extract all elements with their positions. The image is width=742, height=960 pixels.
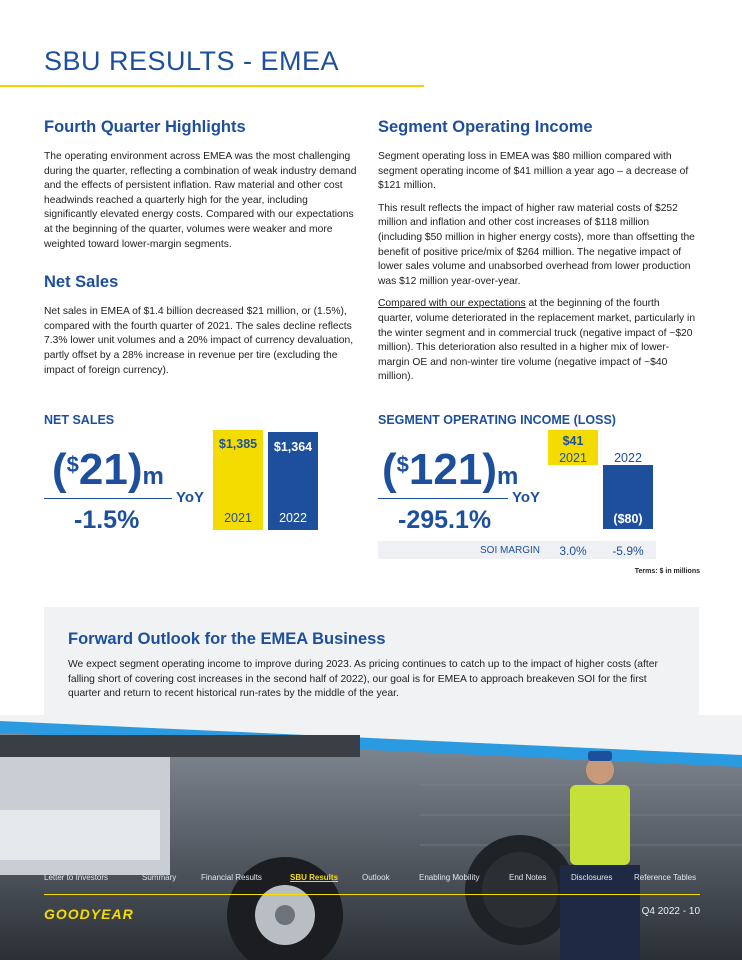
footer-nav [0, 873, 742, 885]
dollar-sign: $ [66, 452, 79, 477]
nav-disclosures[interactable]: Disclosures [571, 873, 613, 882]
nav-enabling-mobility[interactable]: Enabling Mobility [419, 873, 480, 882]
nav-sbu-results[interactable]: SBU Results [290, 873, 339, 882]
net-sales-year-2021: 2021 [224, 511, 252, 525]
right-column [378, 118, 696, 393]
net-sales-yoy: YoY [176, 489, 205, 506]
nav-end-notes[interactable]: End Notes [509, 873, 547, 882]
page-number: Q4 2022 - 10 [641, 906, 700, 917]
outlook-heading: Forward Outlook for the EMEA Business [68, 630, 386, 648]
expectations-link[interactable]: Compared with our expectations [378, 298, 526, 310]
paren-open: ( [382, 445, 397, 494]
soi-pct: -295.1% [398, 506, 492, 534]
soi-para-2: This result reflects the impact of higher raw material costs of $252 million and inflation and other cost increases of $118 million (including $50 million in higher energy costs), more than offsetting the benefit of positive price/mix of $264 million. The negative impact of lower sales volume and unabsorbed overhead from lower production was $12 million year-over-year. [378, 202, 695, 287]
net-sales-divider [44, 498, 172, 499]
paren-open: ( [52, 445, 67, 494]
net-sales-body: Net sales in EMEA of $1.4 billion decreased $21 million, or (1.5%), compared with the fourth quarter of 2021. The sales decline reflects 7.3% lower unit volumes and a 20% impact of currency devaluation, partly offset by a 28% increase in revenue per tire (excluding the impact of foreign currency). [44, 306, 354, 376]
nav-reference-tables[interactable]: Reference Tables [634, 873, 697, 882]
unit-suffix: m [496, 463, 519, 490]
soi-heading: Segment Operating Income [378, 118, 593, 136]
soi-para-3-rest: at the beginning of the fourth quarter, volume deteriorated in the replacement market, particularly in the winter segment and in commercial truck (negative impact of ~$20 million). This deterioration also resulted in a higher mix of lower-margin OE and non-winter tire volume (negative impact of ~$40 million). [378, 298, 696, 383]
highlights-body: The operating environment across EMEA was the most challenging during the quarter, reflecting a combination of weak industry demand and the effects of persistent inflation. Raw material and other cost headwinds reached a quarterly high for the year, including significantly elevated energy costs. Compared with our expectations at the beginning of the quarter, volumes were weaker and more weighted toward lower-margin segments. [44, 151, 357, 250]
paren-close: ) [482, 445, 497, 494]
soi-margin-label: SOI MARGIN [480, 545, 541, 556]
soi-para-3 [378, 297, 696, 385]
dollar-sign: $ [396, 452, 409, 477]
photo-illustration [0, 715, 742, 960]
change-number: 21 [78, 445, 128, 494]
soi-margin-2022: -5.9% [612, 544, 644, 558]
nav-financial-results[interactable]: Financial Results [201, 873, 262, 882]
net-sales-change-amount [52, 445, 164, 494]
net-sales-value-2022: $1,364 [273, 440, 313, 454]
soi-yoy: YoY [512, 489, 541, 506]
truck-tire-photo [0, 715, 742, 960]
net-sales-value-2021: $1,385 [218, 437, 258, 451]
net-sales-label: NET SALES [44, 413, 115, 427]
unit-suffix: m [142, 463, 164, 490]
nav-outlook[interactable]: Outlook [362, 873, 390, 882]
soi-value-2022: ($80) [613, 512, 643, 526]
soi-year-2021: 2021 [559, 451, 587, 465]
net-sales-heading: Net Sales [44, 273, 119, 292]
highlights-heading: Fourth Quarter Highlights [44, 118, 246, 136]
nav-letter-to-investors[interactable]: Letter to Investors [44, 873, 109, 882]
outlook-body: We expect segment operating income to improve during 2023. As pricing continues to catch up to the impact of higher costs (after falling short of covering cost increases in the second half of 2022), our goal is for EMEA to approach breakeven SOI for the first quarter and return to recent historical run-rates by the middle of the year. [68, 659, 658, 700]
soi-chart-label: SEGMENT OPERATING INCOME (LOSS) [378, 413, 616, 427]
footer-rule [44, 894, 700, 895]
nav-summary[interactable]: Summary [142, 873, 177, 882]
terms-note: Terms: $ in millions [634, 568, 700, 575]
paren-close: ) [127, 445, 143, 494]
net-sales-pct: -1.5% [74, 506, 140, 534]
goodyear-logo: GOODYEAR [44, 906, 134, 922]
change-number: 121 [408, 445, 483, 494]
soi-year-2022: 2022 [614, 451, 642, 465]
soi-para-1: Segment operating loss in EMEA was $80 million compared with segment operating income of $41 million a year ago – a decrease of $121 million. [378, 151, 689, 192]
soi-change-amount [382, 445, 519, 494]
page-title: SBU RESULTS - EMEA [44, 46, 340, 76]
soi-value-2021: $41 [562, 434, 584, 448]
soi-divider [378, 498, 508, 499]
title-rule [0, 85, 424, 87]
net-sales-year-2022: 2022 [279, 511, 307, 525]
soi-margin-2021: 3.0% [559, 544, 587, 558]
left-column [44, 118, 362, 386]
